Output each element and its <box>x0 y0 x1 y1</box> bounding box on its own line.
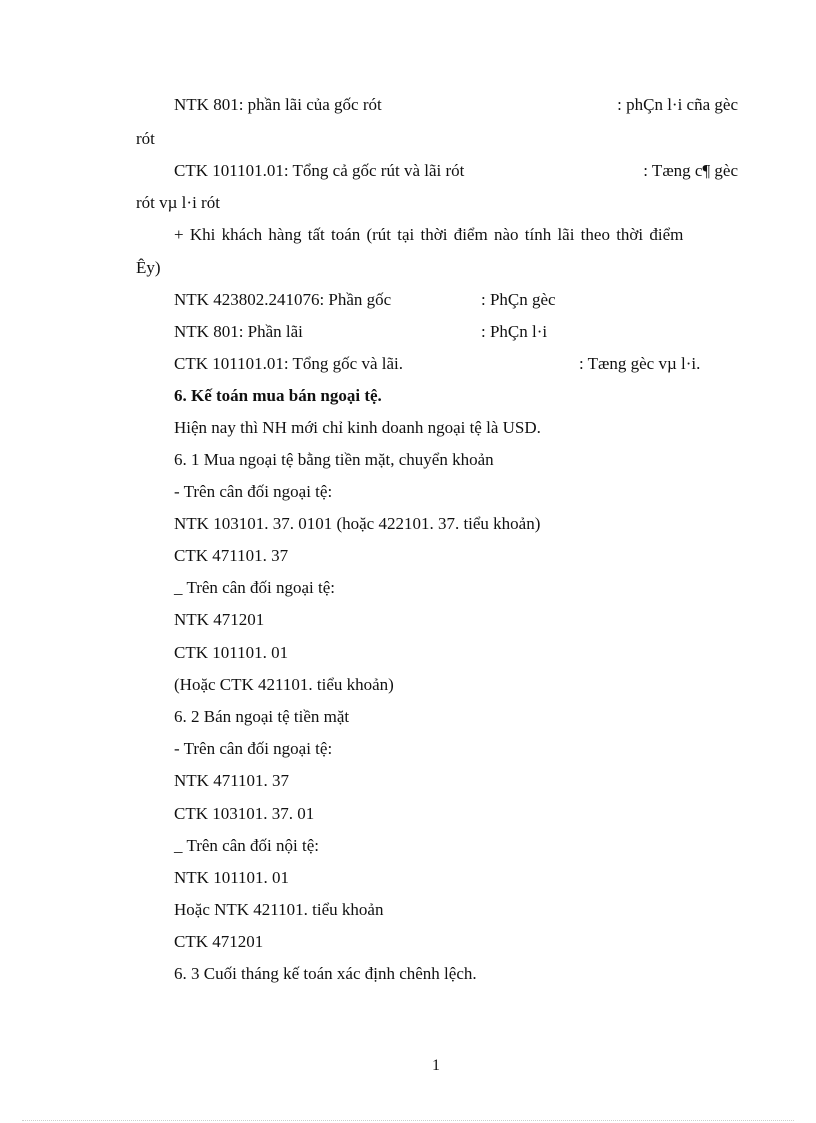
text-line-right: : PhÇn gèc <box>481 290 556 309</box>
subsection-heading: 6. 3 Cuối tháng kế toán xác định chênh lệch. <box>174 964 477 983</box>
text-line: rót vµ l·i rót <box>136 193 220 212</box>
text-line: _ Trên cân đối nội tệ: <box>174 836 319 855</box>
text-line: CTK 103101. 37. 01 <box>174 804 315 823</box>
text-line: CTK 101101. 01 <box>174 643 289 662</box>
text-line: NTK 801: phần lãi của gốc rót <box>174 95 382 114</box>
text-line: CTK 471201 <box>174 932 264 951</box>
page-number: 1 <box>432 1057 440 1074</box>
text-line: rót <box>136 129 155 148</box>
text-line: CTK 101101.01: Tổng gốc và lãi. <box>174 354 404 373</box>
text-line: NTK 471201 <box>174 610 265 629</box>
text-line: NTK 101101. 01 <box>174 868 290 887</box>
text-line-right: : phÇn l·i cña gèc <box>617 95 738 114</box>
text-line: + Khi khách hàng tất toán (rút tại thời điểm nào tính lãi theo thời điểm <box>174 225 684 244</box>
text-line: Hiện nay thì NH mới chỉ kinh doanh ngoại tệ là USD. <box>174 418 541 437</box>
text-line-right: : PhÇn l·i <box>481 322 548 341</box>
text-line: CTK 101101.01: Tổng cả gốc rút và lãi rót <box>174 161 465 180</box>
text-line: NTK 801: Phần lãi <box>174 322 303 341</box>
page-bottom-divider <box>22 1120 794 1121</box>
text-line-right: : Tæng c¶ gèc <box>643 161 738 180</box>
text-line: NTK 423802.241076: Phần gốc <box>174 290 392 309</box>
subsection-heading: 6. 1 Mua ngoại tệ bằng tiền mặt, chuyển khoản <box>174 450 494 469</box>
text-line: (Hoặc CTK 421101. tiểu khoản) <box>174 675 394 694</box>
text-line: NTK 471101. 37 <box>174 771 290 790</box>
text-line-right: : Tæng gèc vµ l·i. <box>579 354 701 373</box>
text-line: - Trên cân đối ngoại tệ: <box>174 739 333 758</box>
text-line: CTK 471101. 37 <box>174 546 289 565</box>
text-line: NTK 103101. 37. 0101 (hoặc 422101. 37. tiểu khoản) <box>174 514 541 533</box>
section-heading: 6. Kế toán mua bán ngoại tệ. <box>174 386 382 405</box>
text-line: _ Trên cân đối ngoại tệ: <box>174 578 336 597</box>
text-line: - Trên cân đối ngoại tệ: <box>174 482 333 501</box>
subsection-heading: 6. 2 Bán ngoại tệ tiền mặt <box>174 707 350 726</box>
text-line: Êy) <box>136 258 161 277</box>
text-line: Hoặc NTK 421101. tiểu khoản <box>174 900 384 919</box>
